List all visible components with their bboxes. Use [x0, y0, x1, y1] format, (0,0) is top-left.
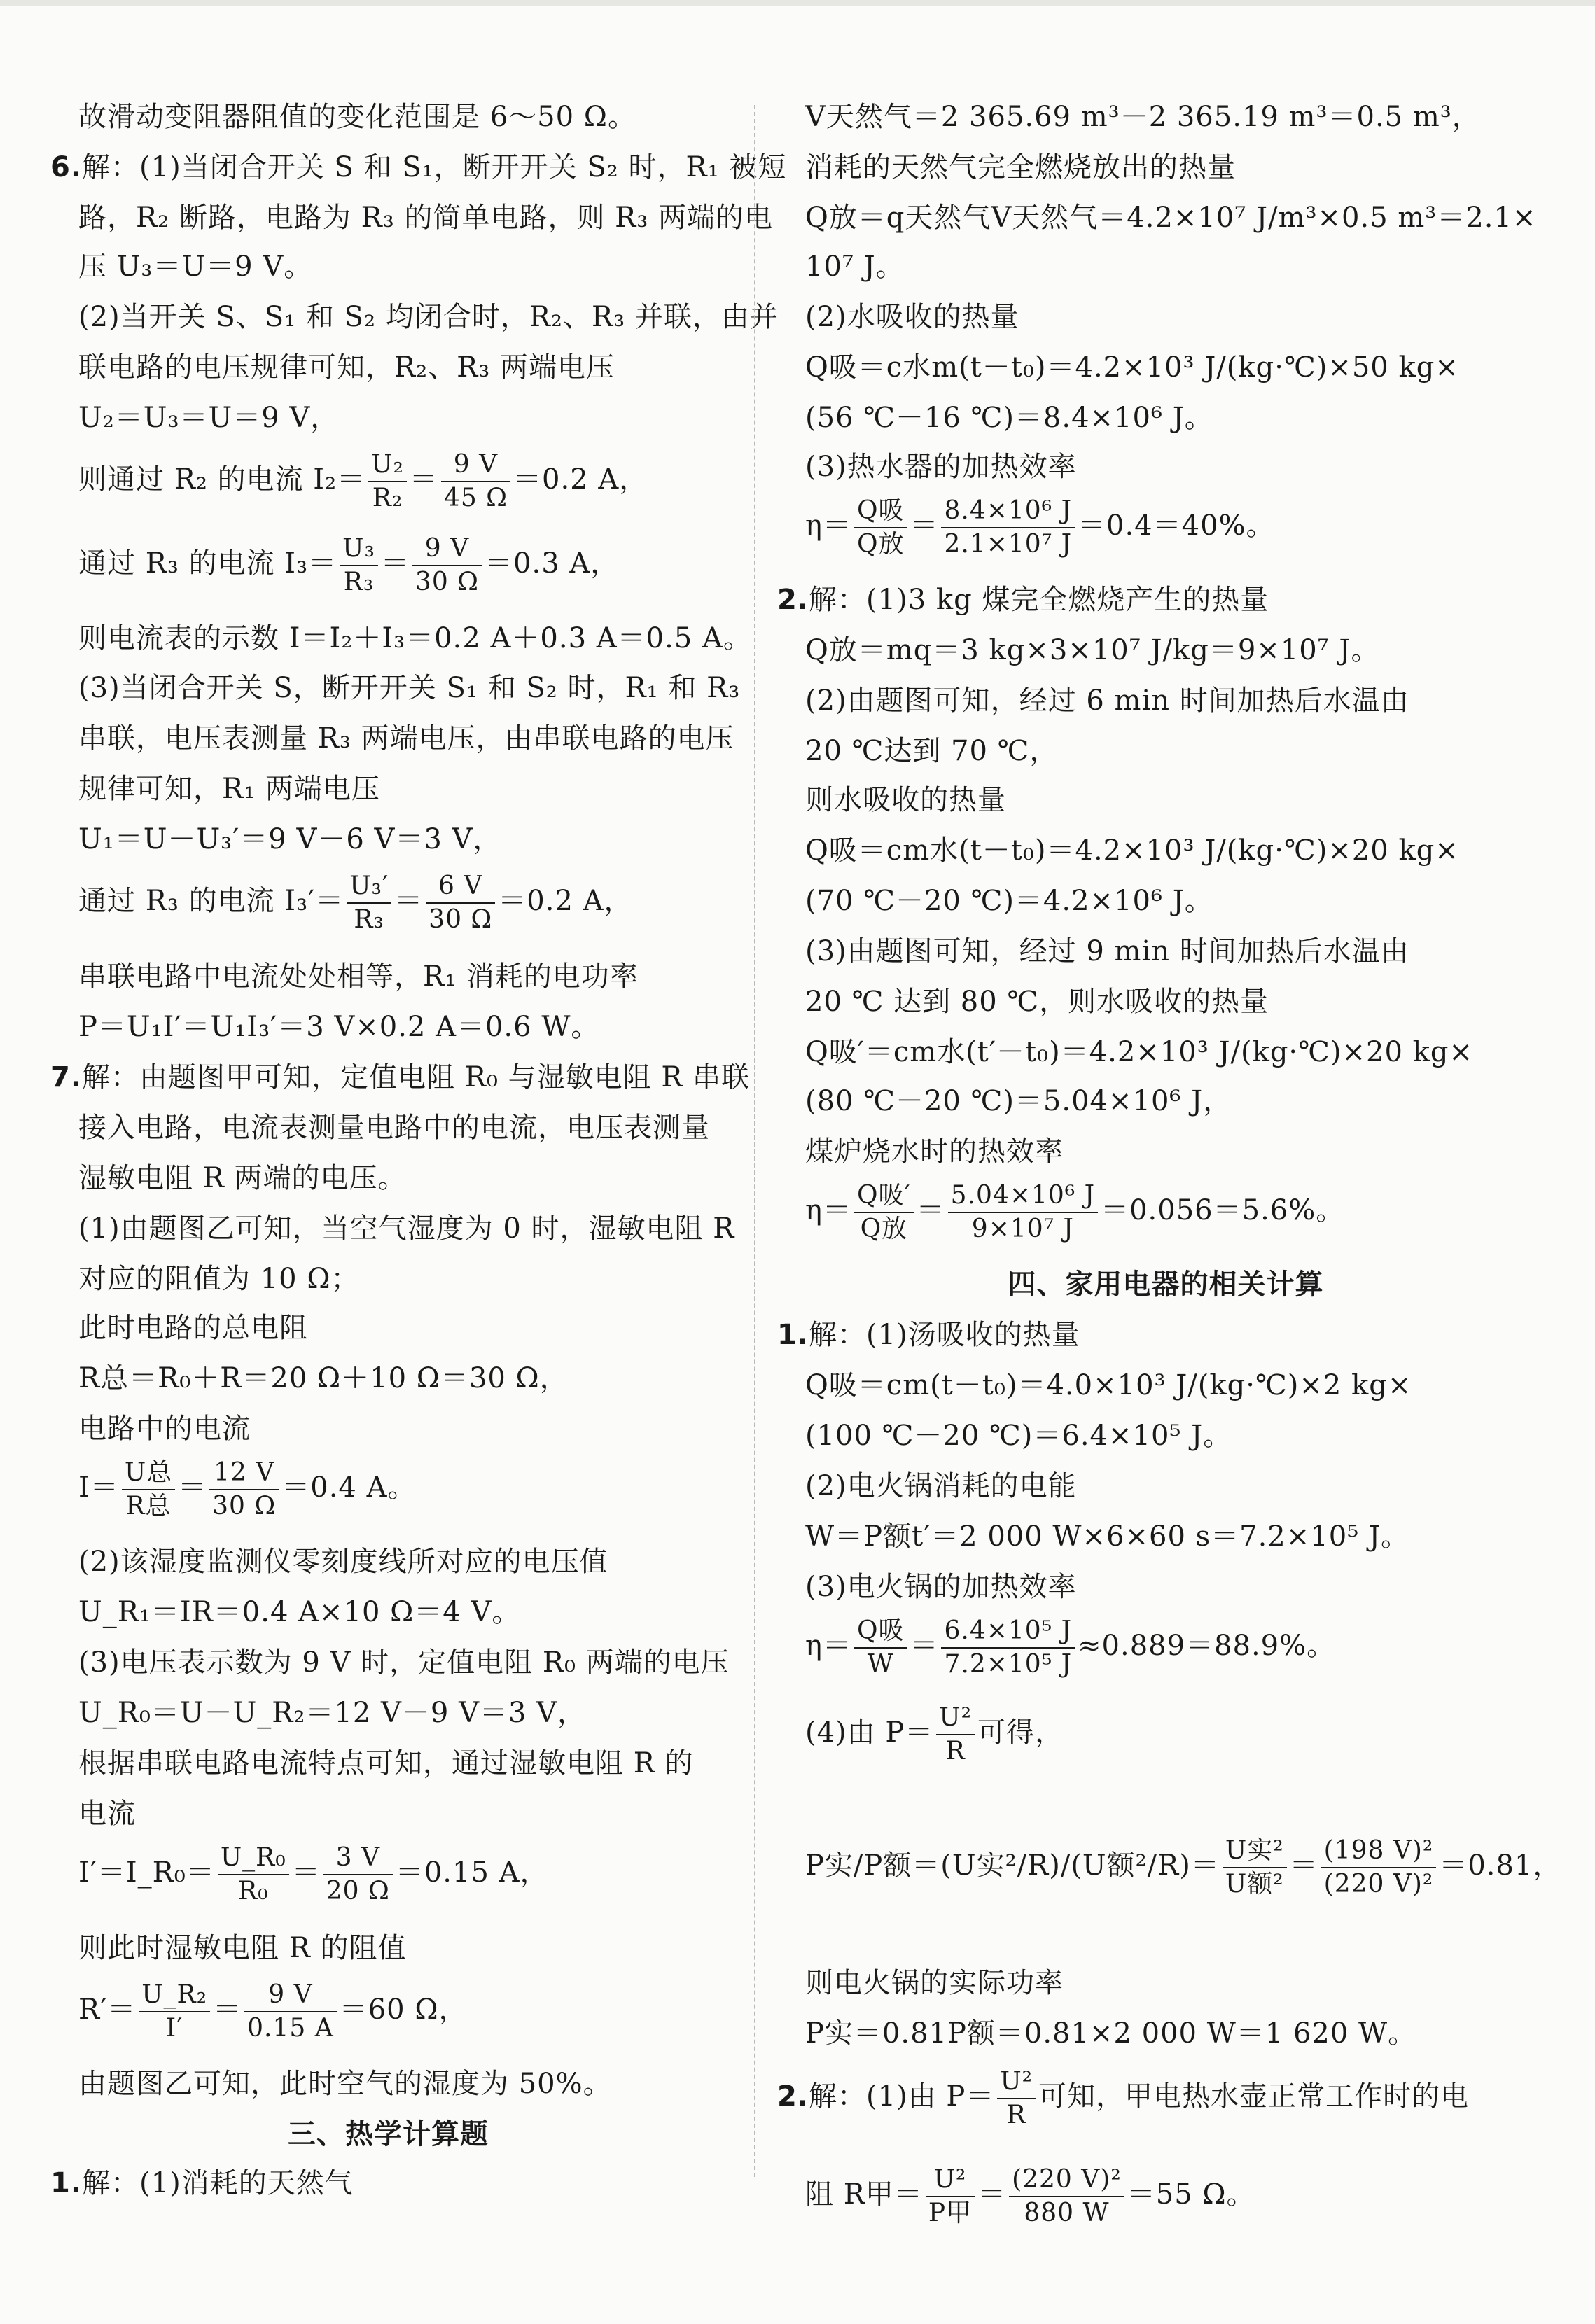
- denominator: I′: [165, 2014, 183, 2043]
- text-line: (1)由题图乙可知，当空气湿度为 0 时，湿敏电阻 R: [78, 1212, 735, 1245]
- denominator: 30 Ω: [212, 1492, 277, 1520]
- text-line: 此时电路的总电阻: [78, 1312, 308, 1344]
- text-line: (2)电火锅消耗的电能: [805, 1470, 1077, 1502]
- denominator: R: [1006, 2101, 1026, 2129]
- text-line: (2)当开关 S、S₁ 和 S₂ 均闭合时，R₂、R₃ 并联，由并: [78, 301, 779, 333]
- text-line: R总＝R₀＋R＝20 Ω＋10 Ω＝30 Ω，: [78, 1362, 569, 1394]
- formula-line: [78, 862, 633, 939]
- text-line: 湿敏电阻 R 两端的电压。: [78, 1162, 407, 1194]
- text-line: U₂＝U₃＝U＝9 V，: [78, 402, 340, 434]
- text-line: (70 ℃－20 ℃)＝4.2×10⁶ J。: [805, 885, 1213, 917]
- item-number: 2.: [777, 584, 809, 616]
- text-line: 则此时湿敏电阻 R 的阻值: [78, 1932, 407, 1964]
- text-line: (56 ℃－16 ℃)＝8.4×10⁶ J。: [805, 402, 1213, 434]
- formula-line: [78, 1971, 467, 2048]
- text-line: (2)该湿度监测仪零刻度线所对应的电压值: [78, 1546, 608, 1578]
- formula-result: ＝0.15 A，: [395, 1856, 549, 1889]
- text-line: W＝P额t′＝2 000 W×6×60 s＝7.2×10⁵ J。: [805, 1520, 1409, 1553]
- text-line: 10⁷ J。: [805, 251, 905, 283]
- text-line: Q吸＝c水m(t－t₀)＝4.2×10³ J/(kg·℃)×50 kg×: [805, 351, 1459, 384]
- numerator: U总: [122, 1457, 175, 1490]
- numerator: 5.04×10⁶ J: [948, 1180, 1098, 1213]
- text-line: U₁＝U－U₃′＝9 V－6 V＝3 V，: [78, 823, 502, 855]
- formula-prefix: 阻 R甲＝: [805, 2178, 923, 2211]
- numerator: (198 V)²: [1321, 1835, 1437, 1868]
- formula-result: ＝0.81，: [1439, 1849, 1562, 1882]
- fraction: [941, 495, 1075, 561]
- denominator: 20 Ω: [326, 1877, 390, 1905]
- text-line: P实＝0.81P额＝0.81×2 000 W＝1 620 W。: [805, 2017, 1417, 2050]
- formula-result: ＝0.4＝40%。: [1078, 510, 1275, 542]
- formula-line: [777, 2058, 1469, 2135]
- denominator: R总: [125, 1492, 172, 1520]
- line-text: 解：(1)消耗的天然气: [82, 2167, 354, 2199]
- denominator: W: [867, 1650, 894, 1679]
- formula-eq: ＝: [380, 547, 410, 580]
- numbered-line: [777, 581, 1269, 619]
- fraction: [854, 1615, 907, 1681]
- item-number: 1.: [777, 1319, 809, 1351]
- text-line: 路，R₂ 断路，电路为 R₃ 的简单电路，则 R₃ 两端的电: [78, 202, 774, 234]
- denominator: 7.2×10⁵ J: [944, 1650, 1073, 1679]
- text-line: Q吸＝cm水(t－t₀)＝4.2×10³ J/(kg·℃)×20 kg×: [805, 834, 1459, 867]
- numerator: U₃′: [347, 870, 391, 904]
- formula-result: ＝60 Ω，: [339, 1994, 468, 2026]
- text-line: 由题图乙可知，此时空气的湿度为 50%。: [78, 2068, 612, 2100]
- denominator: R₃: [343, 568, 375, 596]
- formula-result: 可得，: [977, 1716, 1064, 1749]
- formula-eq: ＝: [910, 510, 939, 542]
- denominator: 30 Ω: [415, 568, 480, 596]
- fraction: [426, 870, 495, 936]
- formula-result: ＝0.3 A，: [485, 547, 620, 580]
- item-number: 1.: [50, 2167, 83, 2199]
- formula-line: [805, 1827, 1561, 1904]
- numerator: U_R₀: [218, 1842, 289, 1875]
- formula-prefix: η＝: [805, 1194, 851, 1226]
- formula-prefix: 通过 R₃ 的电流 I₃′＝: [78, 885, 344, 917]
- text-line: P＝U₁I′＝U₁I₃′＝3 V×0.2 A＝0.6 W。: [78, 1011, 600, 1043]
- formula-prefix: I′＝I_R₀＝: [78, 1856, 215, 1889]
- formula-eq: ＝: [977, 2178, 1007, 2211]
- text-line: 电流: [78, 1798, 136, 1830]
- formula-result: ＝55 Ω。: [1127, 2178, 1255, 2211]
- text-line: 煤炉烧水时的热效率: [805, 1135, 1064, 1168]
- formula-eq: ＝: [1289, 1849, 1318, 1882]
- fraction: [347, 870, 391, 936]
- numerator: 8.4×10⁶ J: [941, 495, 1075, 528]
- formula-line: [805, 1694, 1064, 1771]
- formula-eq: ＝: [178, 1471, 207, 1504]
- numbered-line: [50, 2164, 354, 2202]
- fraction: [412, 533, 482, 598]
- item-number: 6.: [50, 151, 83, 183]
- fraction: [244, 1979, 337, 2045]
- fraction: [139, 1979, 210, 2045]
- text-line: 20 ℃ 达到 80 ℃，则水吸收的热量: [805, 986, 1269, 1018]
- text-line: Q放＝q天然气V天然气＝4.2×10⁷ J/m³×0.5 m³＝2.1×: [805, 202, 1537, 234]
- text-line: 根据串联电路电流特点可知，通过湿敏电阻 R 的: [78, 1747, 694, 1779]
- formula-line: [78, 1834, 549, 1911]
- formula-result: ＝0.2 A，: [498, 885, 633, 917]
- text-line: Q吸′＝cm水(t′－t₀)＝4.2×10³ J/(kg·℃)×20 kg×: [805, 1036, 1473, 1068]
- numerator: U²: [926, 2164, 975, 2197]
- formula-result: ＝0.2 A，: [513, 463, 648, 496]
- text-line: 规律可知，R₁ 两端电压: [78, 773, 380, 805]
- column-divider: [754, 105, 755, 2177]
- line-text: 解：(1)当闭合开关 S 和 S₁，断开开关 S₂ 时，R₁ 被短: [82, 151, 787, 183]
- numerator: 12 V: [209, 1457, 279, 1490]
- numerator: 6.4×10⁵ J: [941, 1615, 1075, 1648]
- formula-result: 可知，甲电热水壶正常工作时的电: [1038, 2080, 1470, 2113]
- text-line: (80 ℃－20 ℃)＝5.04×10⁶ J，: [805, 1085, 1232, 1117]
- formula-prefix: R′＝: [78, 1994, 137, 2026]
- line-text: 解：由题图甲可知，定值电阻 R₀ 与湿敏电阻 R 串联: [82, 1061, 751, 1093]
- formula-line: [78, 441, 648, 518]
- formula-prefix: 解：(1)由 P＝: [809, 2080, 995, 2113]
- top-scan-edge: [0, 0, 1595, 6]
- fraction: [854, 1180, 914, 1245]
- text-line: 则电流表的示数 I＝I₂＋I₃＝0.2 A＋0.3 A＝0.5 A。: [78, 622, 752, 654]
- numerator: 9 V: [412, 533, 482, 566]
- fraction: [936, 1702, 975, 1768]
- fraction: [340, 533, 378, 598]
- fraction: [997, 2066, 1036, 2132]
- text-line: 串联电路中电流处处相等，R₁ 消耗的电功率: [78, 960, 639, 993]
- denominator: R₂: [372, 484, 403, 512]
- item-number: 7.: [50, 1061, 83, 1093]
- numbered-line: [777, 1316, 1080, 1354]
- numerator: Q吸: [854, 495, 907, 528]
- numerator: U²: [936, 1702, 975, 1735]
- denominator: R: [945, 1737, 966, 1765]
- denominator: R₀: [238, 1877, 269, 1905]
- section-heading: 四、家用电器的相关计算: [1008, 1268, 1324, 1301]
- text-line: U_R₁＝IR＝0.4 A×10 Ω＝4 V。: [78, 1596, 521, 1628]
- formula-prefix: I＝: [78, 1471, 119, 1504]
- numerator: Q吸: [854, 1615, 907, 1648]
- text-line: 则电火锅的实际功率: [805, 1967, 1064, 1999]
- formula-prefix: (4)由 P＝: [805, 1716, 934, 1749]
- formula-eq: ＝: [394, 885, 424, 917]
- formula-line: [805, 487, 1275, 564]
- formula-line: [78, 1449, 416, 1526]
- numerator: U₃: [340, 533, 378, 566]
- text-line: 电路中的电流: [78, 1413, 251, 1445]
- formula-prefix: P实/P额＝(U实²/R)/(U额²/R)＝: [805, 1849, 1220, 1882]
- text-line: U_R₀＝U－U_R₂＝12 V－9 V＝3 V，: [78, 1697, 587, 1729]
- denominator: 0.15 A: [247, 2014, 334, 2043]
- fraction: [209, 1457, 279, 1522]
- formula-result: ≈0.889＝88.9%。: [1078, 1630, 1336, 1662]
- denominator: 2.1×10⁷ J: [944, 530, 1073, 559]
- formula-line: [805, 1607, 1335, 1684]
- numerator: 6 V: [426, 870, 495, 904]
- numerator: U实²: [1223, 1835, 1287, 1868]
- fraction: [926, 2164, 975, 2230]
- fraction: [122, 1457, 175, 1522]
- formula-eq: ＝: [213, 1994, 242, 2026]
- fraction: [1223, 1835, 1287, 1900]
- formula-prefix: 通过 R₃ 的电流 I₃＝: [78, 547, 337, 580]
- section-heading: 三、热学计算题: [288, 2118, 489, 2150]
- formula-eq: ＝: [409, 463, 438, 496]
- item-number: 2.: [777, 2080, 809, 2113]
- numerator: (220 V)²: [1009, 2164, 1124, 2197]
- text-line: Q放＝mq＝3 kg×3×10⁷ J/kg＝9×10⁷ J。: [805, 634, 1380, 666]
- numerator: U²: [997, 2066, 1036, 2099]
- text-line: (100 ℃－20 ℃)＝6.4×10⁵ J。: [805, 1420, 1232, 1452]
- numerator: 9 V: [244, 1979, 337, 2012]
- fraction: [441, 449, 510, 514]
- fraction: [218, 1842, 289, 1907]
- formula-prefix: η＝: [805, 510, 851, 542]
- denominator: Q放: [860, 1214, 908, 1243]
- text-line: (3)电火锅的加热效率: [805, 1571, 1077, 1603]
- text-line: 压 U₃＝U＝9 V。: [78, 251, 313, 283]
- denominator: 880 W: [1024, 2199, 1110, 2227]
- text-line: 故滑动变阻器阻值的变化范围是 6～50 Ω。: [78, 101, 636, 133]
- text-line: (3)当闭合开关 S，断开开关 S₁ 和 S₂ 时，R₁ 和 R₃: [78, 672, 741, 704]
- text-line: 对应的阻值为 10 Ω；: [78, 1263, 360, 1295]
- numerator: Q吸′: [854, 1180, 914, 1213]
- fraction: [854, 495, 907, 561]
- denominator: R₃: [354, 905, 384, 934]
- formula-line: [805, 1172, 1344, 1249]
- text-line: (3)电压表示数为 9 V 时，定值电阻 R₀ 两端的电压: [78, 1646, 730, 1679]
- denominator: (220 V)²: [1323, 1870, 1434, 1898]
- numerator: U_R₂: [139, 1979, 210, 2012]
- formula-result: ＝0.4 A。: [281, 1471, 417, 1504]
- line-text: 解：(1)汤吸收的热量: [809, 1319, 1080, 1351]
- fraction: [948, 1180, 1098, 1245]
- numerator: 9 V: [441, 449, 510, 482]
- formula-line: [78, 525, 619, 602]
- numbered-line: [50, 148, 786, 186]
- text-line: (2)水吸收的热量: [805, 301, 1019, 333]
- text-line: 消耗的天然气完全燃烧放出的热量: [805, 151, 1236, 183]
- denominator: 9×10⁷ J: [971, 1214, 1074, 1243]
- text-line: V天然气＝2 365.69 m³－2 365.19 m³＝0.5 m³，: [805, 101, 1481, 133]
- formula-prefix: 则通过 R₂ 的电流 I₂＝: [78, 463, 366, 496]
- fraction: [941, 1615, 1075, 1681]
- formula-eq: ＝: [916, 1194, 945, 1226]
- denominator: 30 Ω: [429, 905, 493, 934]
- numbered-line: [50, 1058, 750, 1096]
- denominator: U额²: [1225, 1870, 1284, 1898]
- text-line: Q吸＝cm(t－t₀)＝4.0×10³ J/(kg·℃)×2 kg×: [805, 1369, 1412, 1401]
- formula-eq: ＝: [910, 1630, 939, 1662]
- fraction: [1321, 1835, 1437, 1900]
- text-line: 接入电路，电流表测量电路中的电流，电压表测量: [78, 1112, 710, 1144]
- text-line: 串联，电压表测量 R₃ 两端电压，由串联电路的电压: [78, 722, 734, 755]
- formula-line: [805, 2156, 1255, 2233]
- text-line: 联电路的电压规律可知，R₂、R₃ 两端电压: [78, 351, 615, 384]
- text-line: 则水吸收的热量: [805, 784, 1006, 816]
- formula-prefix: η＝: [805, 1630, 851, 1662]
- denominator: 45 Ω: [443, 484, 508, 512]
- text-line: (3)由题图可知，经过 9 min 时间加热后水温由: [805, 935, 1409, 967]
- line-text: 解：(1)3 kg 煤完全燃烧产生的热量: [809, 584, 1269, 616]
- fraction: [323, 1842, 393, 1907]
- text-line: (2)由题图可知，经过 6 min 时间加热后水温由: [805, 685, 1409, 717]
- formula-result: ＝0.056＝5.6%。: [1101, 1194, 1345, 1226]
- denominator: Q放: [856, 530, 905, 559]
- formula-eq: ＝: [291, 1856, 321, 1889]
- numerator: U₂: [368, 449, 407, 482]
- fraction: [1009, 2164, 1124, 2230]
- text-line: (3)热水器的加热效率: [805, 451, 1077, 483]
- denominator: P甲: [928, 2199, 973, 2227]
- numerator: 3 V: [323, 1842, 393, 1875]
- fraction: [368, 449, 407, 514]
- text-line: 20 ℃达到 70 ℃，: [805, 735, 1059, 767]
